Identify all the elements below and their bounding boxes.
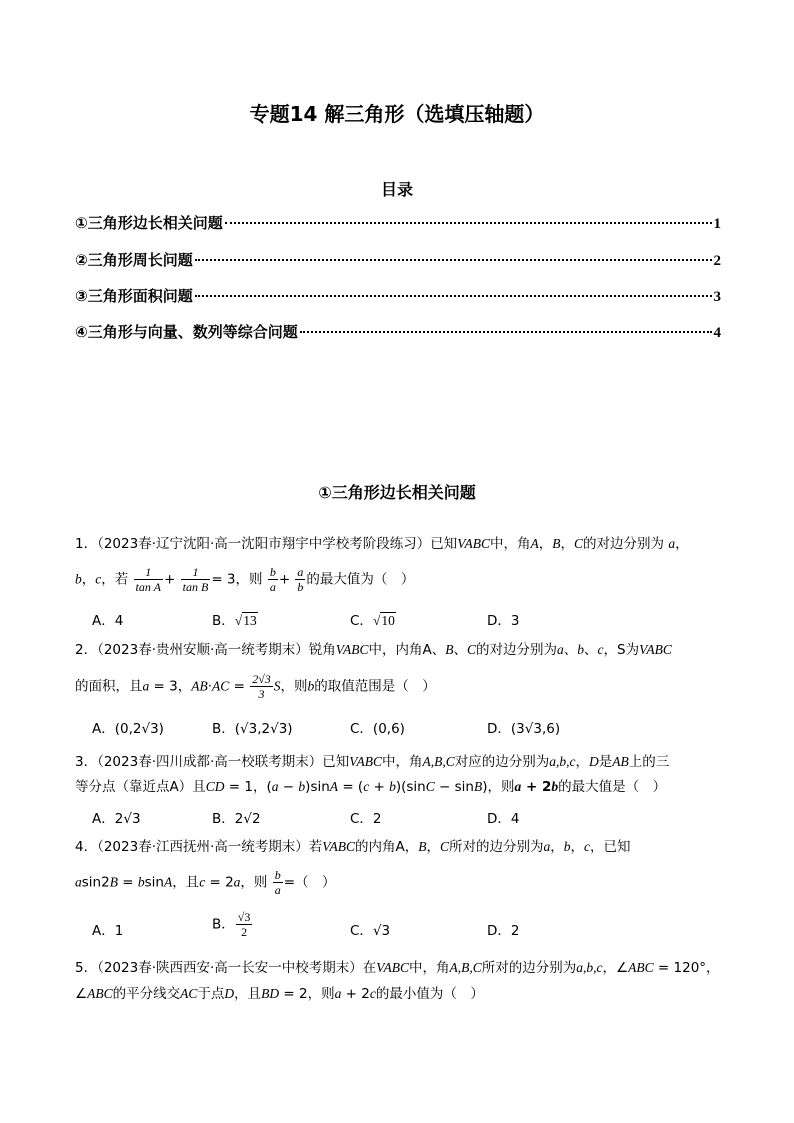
page-title: 专题14 解三角形（选填压轴题） [249,102,545,126]
fraction: $\frac{1}{\text{tan A}}$ [135,565,162,594]
question-4-line-2: asin2B = bsinA，且c = 2a，则 $\frac{b}{a}$ =（ ） [75,868,336,897]
toc-item-page: 3 [713,289,721,305]
option-c[interactable]: C．2 [350,811,382,827]
section-heading: ①三角形边长相关问题 [318,483,476,502]
option-c[interactable]: C．√10 [350,613,395,629]
question-2-line-1: 2．（2023春·贵州安顺·高一统考期末）锐角VABC中，内角A、B、C的对边分别为a、b、c，S为VABC [75,642,672,658]
toc-item[interactable] [75,249,721,271]
toc-item-page: 2 [713,253,721,269]
fraction: $\frac{b}{a}$ [269,565,276,594]
option-c[interactable]: C．√3 [350,923,391,939]
question-3-line-2: 等分点（靠近点A）且CD = 1，(a − b)sinA = (c + b)(sinC − sinB)，则a + 2b的最大值是（ ） [75,779,667,795]
toc-item-label: ③三角形面积问题 [75,287,193,305]
fraction: $\frac{2√3}{3}$ [252,672,271,701]
toc-item-label: ④三角形与向量、数列等综合问题 [75,323,298,341]
option-a[interactable]: A．1 [92,923,124,939]
option-a[interactable]: A．4 [92,613,124,629]
question-1-line-2: b，c，若 $\frac{1}{\text{tan A}}$ + $\frac{1}{\text{tan B}}$ = 3，则 $\frac{b}{a}$ + $\frac{a}{b}$ 的最大值为（ ） [75,565,415,594]
toc-heading: 目录 [380,180,413,199]
option-a[interactable]: A．2√3 [92,811,141,827]
option-a[interactable]: A．(0,2√3) [92,721,164,737]
toc-item-label: ①三角形边长相关问题 [75,214,223,232]
toc-leader-dots [195,295,712,297]
option-b[interactable]: B． $\frac{√3}{2}$ [212,910,251,939]
toc-item-page: 4 [713,325,721,341]
toc-leader-dots [195,259,712,261]
fraction: $\frac{a}{b}$ [297,565,304,594]
option-d[interactable]: D．3 [487,613,520,629]
toc-leader-dots [225,222,712,224]
question-4-line-1: 4．（2023春·江西抚州·高一统考期末）若VABC的内角A，B，C所对的边分别为a，b，c，已知 [75,839,631,855]
question-5-line-2: ∠ABC的平分线交AC于点D，且BD = 2，则a + 2c的最小值为（ ） [75,986,484,1002]
toc-item-label: ②三角形周长问题 [75,251,193,269]
toc-item[interactable] [75,212,721,234]
option-b[interactable]: B．(√3,2√3) [212,721,293,737]
toc-leader-dots [300,331,712,333]
toc-item[interactable] [75,285,721,307]
option-d[interactable]: D．2 [487,923,520,939]
toc-item[interactable] [75,321,721,343]
option-d[interactable]: D．(3√3,6) [487,721,561,737]
option-b[interactable]: B．2√2 [212,811,261,827]
option-c[interactable]: C．(0,6) [350,721,405,737]
fraction: $\frac{b}{a}$ [274,868,281,897]
option-d[interactable]: D．4 [487,811,520,827]
option-b[interactable]: B．√13 [212,613,257,629]
fraction: $\frac{1}{\text{tan B}}$ [182,565,209,594]
question-2-line-2: 的面积，且a = 3，AB·AC = $\frac{2√3}{3}$ S，则b的取值范围是（ ） [75,672,436,701]
question-3-line-1: 3．（2023春·四川成都·高一校联考期末）已知VABC中，角A,B,C对应的边分别为a,b,c，D是AB上的三 [75,754,670,770]
question-5-line-1: 5．（2023春·陕西西安·高一长安一中校考期末）在VABC中，角A,B,C所对的边分别为a,b,c，∠ABC = 120°， [75,960,720,976]
question-1-line-1: 1．（2023春·辽宁沈阳·高一沈阳市翔宇中学校考阶段练习）已知VABC中，角A，B，C的对边分别为 a， [75,536,689,552]
toc-item-page: 1 [713,216,721,232]
